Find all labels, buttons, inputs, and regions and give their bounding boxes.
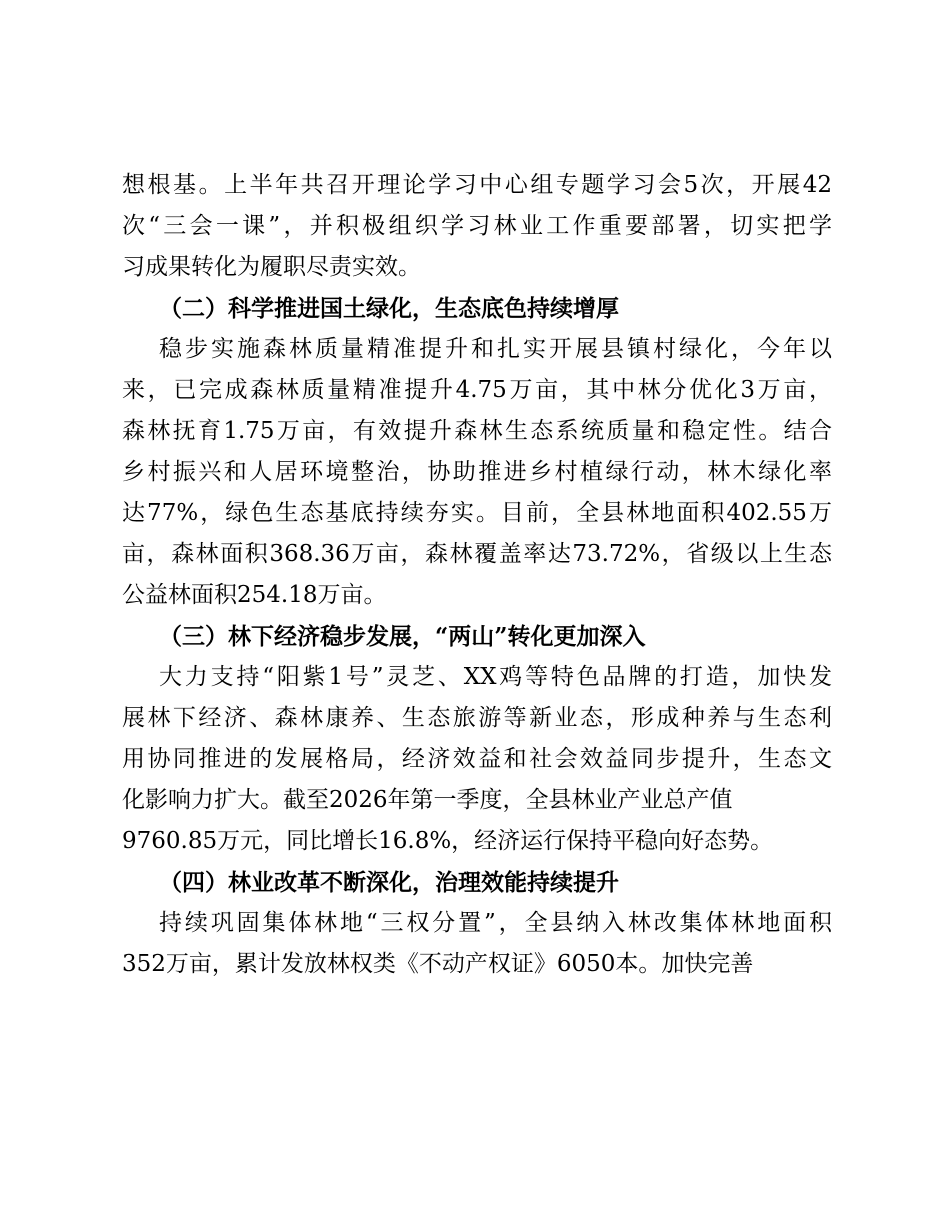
paragraph-line: 9760.85万元，同比增长16.8%，经济运行保持平稳向好态势。	[122, 828, 774, 854]
section-heading: （三）林下经济稳步发展，“两山”转化更加深入	[159, 623, 646, 650]
paragraph-line: 稳步实施森林质量精准提升和扎实开展县镇村绿化，今年以	[159, 336, 832, 362]
paragraph-line: 次“三会一课”，并积极组织学习林业工作重要部署，切实把学	[122, 213, 832, 239]
paragraph-line: 森林抚育1.75万亩，有效提升森林生态系统质量和稳定性。结合	[122, 418, 832, 444]
paragraph-line: 持续巩固集体林地“三权分置”，全县纳入林改集体林地面积	[159, 910, 832, 936]
paragraph-line: 用协同推进的发展格局，经济效益和社会效益同步提升，生态文	[122, 746, 832, 772]
paragraph-line: 化影响力扩大。截至2026年第一季度，全县林业产业总产值	[122, 787, 733, 813]
document-body	[122, 165, 832, 985]
paragraph-line: 大力支持“阳紫1号”灵芝、XX鸡等特色品牌的打造，加快发	[159, 664, 832, 690]
paragraph-line: 乡村振兴和人居环境整治，协助推进乡村植绿行动，林木绿化率	[122, 459, 832, 485]
paragraph-line: 亩，森林面积368.36万亩，森林覆盖率达73.72%，省级以上生态	[122, 541, 832, 567]
section-heading: （四）林业改革不断深化，治理效能持续提升	[159, 869, 619, 896]
paragraph-line: 公益林面积254.18万亩。	[122, 582, 387, 608]
paragraph-line: 达77%，绿色生态基底持续夯实。目前，全县林地面积402.55万	[122, 500, 832, 526]
section-heading: （二）科学推进国土绿化，生态底色持续增厚	[159, 295, 619, 322]
paragraph-line: 展林下经济、森林康养、生态旅游等新业态，形成种养与生态利	[122, 705, 832, 731]
paragraph-line: 来，已完成森林质量精准提升4.75万亩，其中林分优化3万亩，	[122, 377, 832, 403]
paragraph-line: 习成果转化为履职尽责实效。	[122, 254, 421, 280]
paragraph-line: 想根基。上半年共召开理论学习中心组专题学习会5次，开展42	[122, 172, 832, 198]
paragraph-line: 352万亩，累计发放林权类《不动产权证》6050本。加快完善	[122, 951, 754, 977]
